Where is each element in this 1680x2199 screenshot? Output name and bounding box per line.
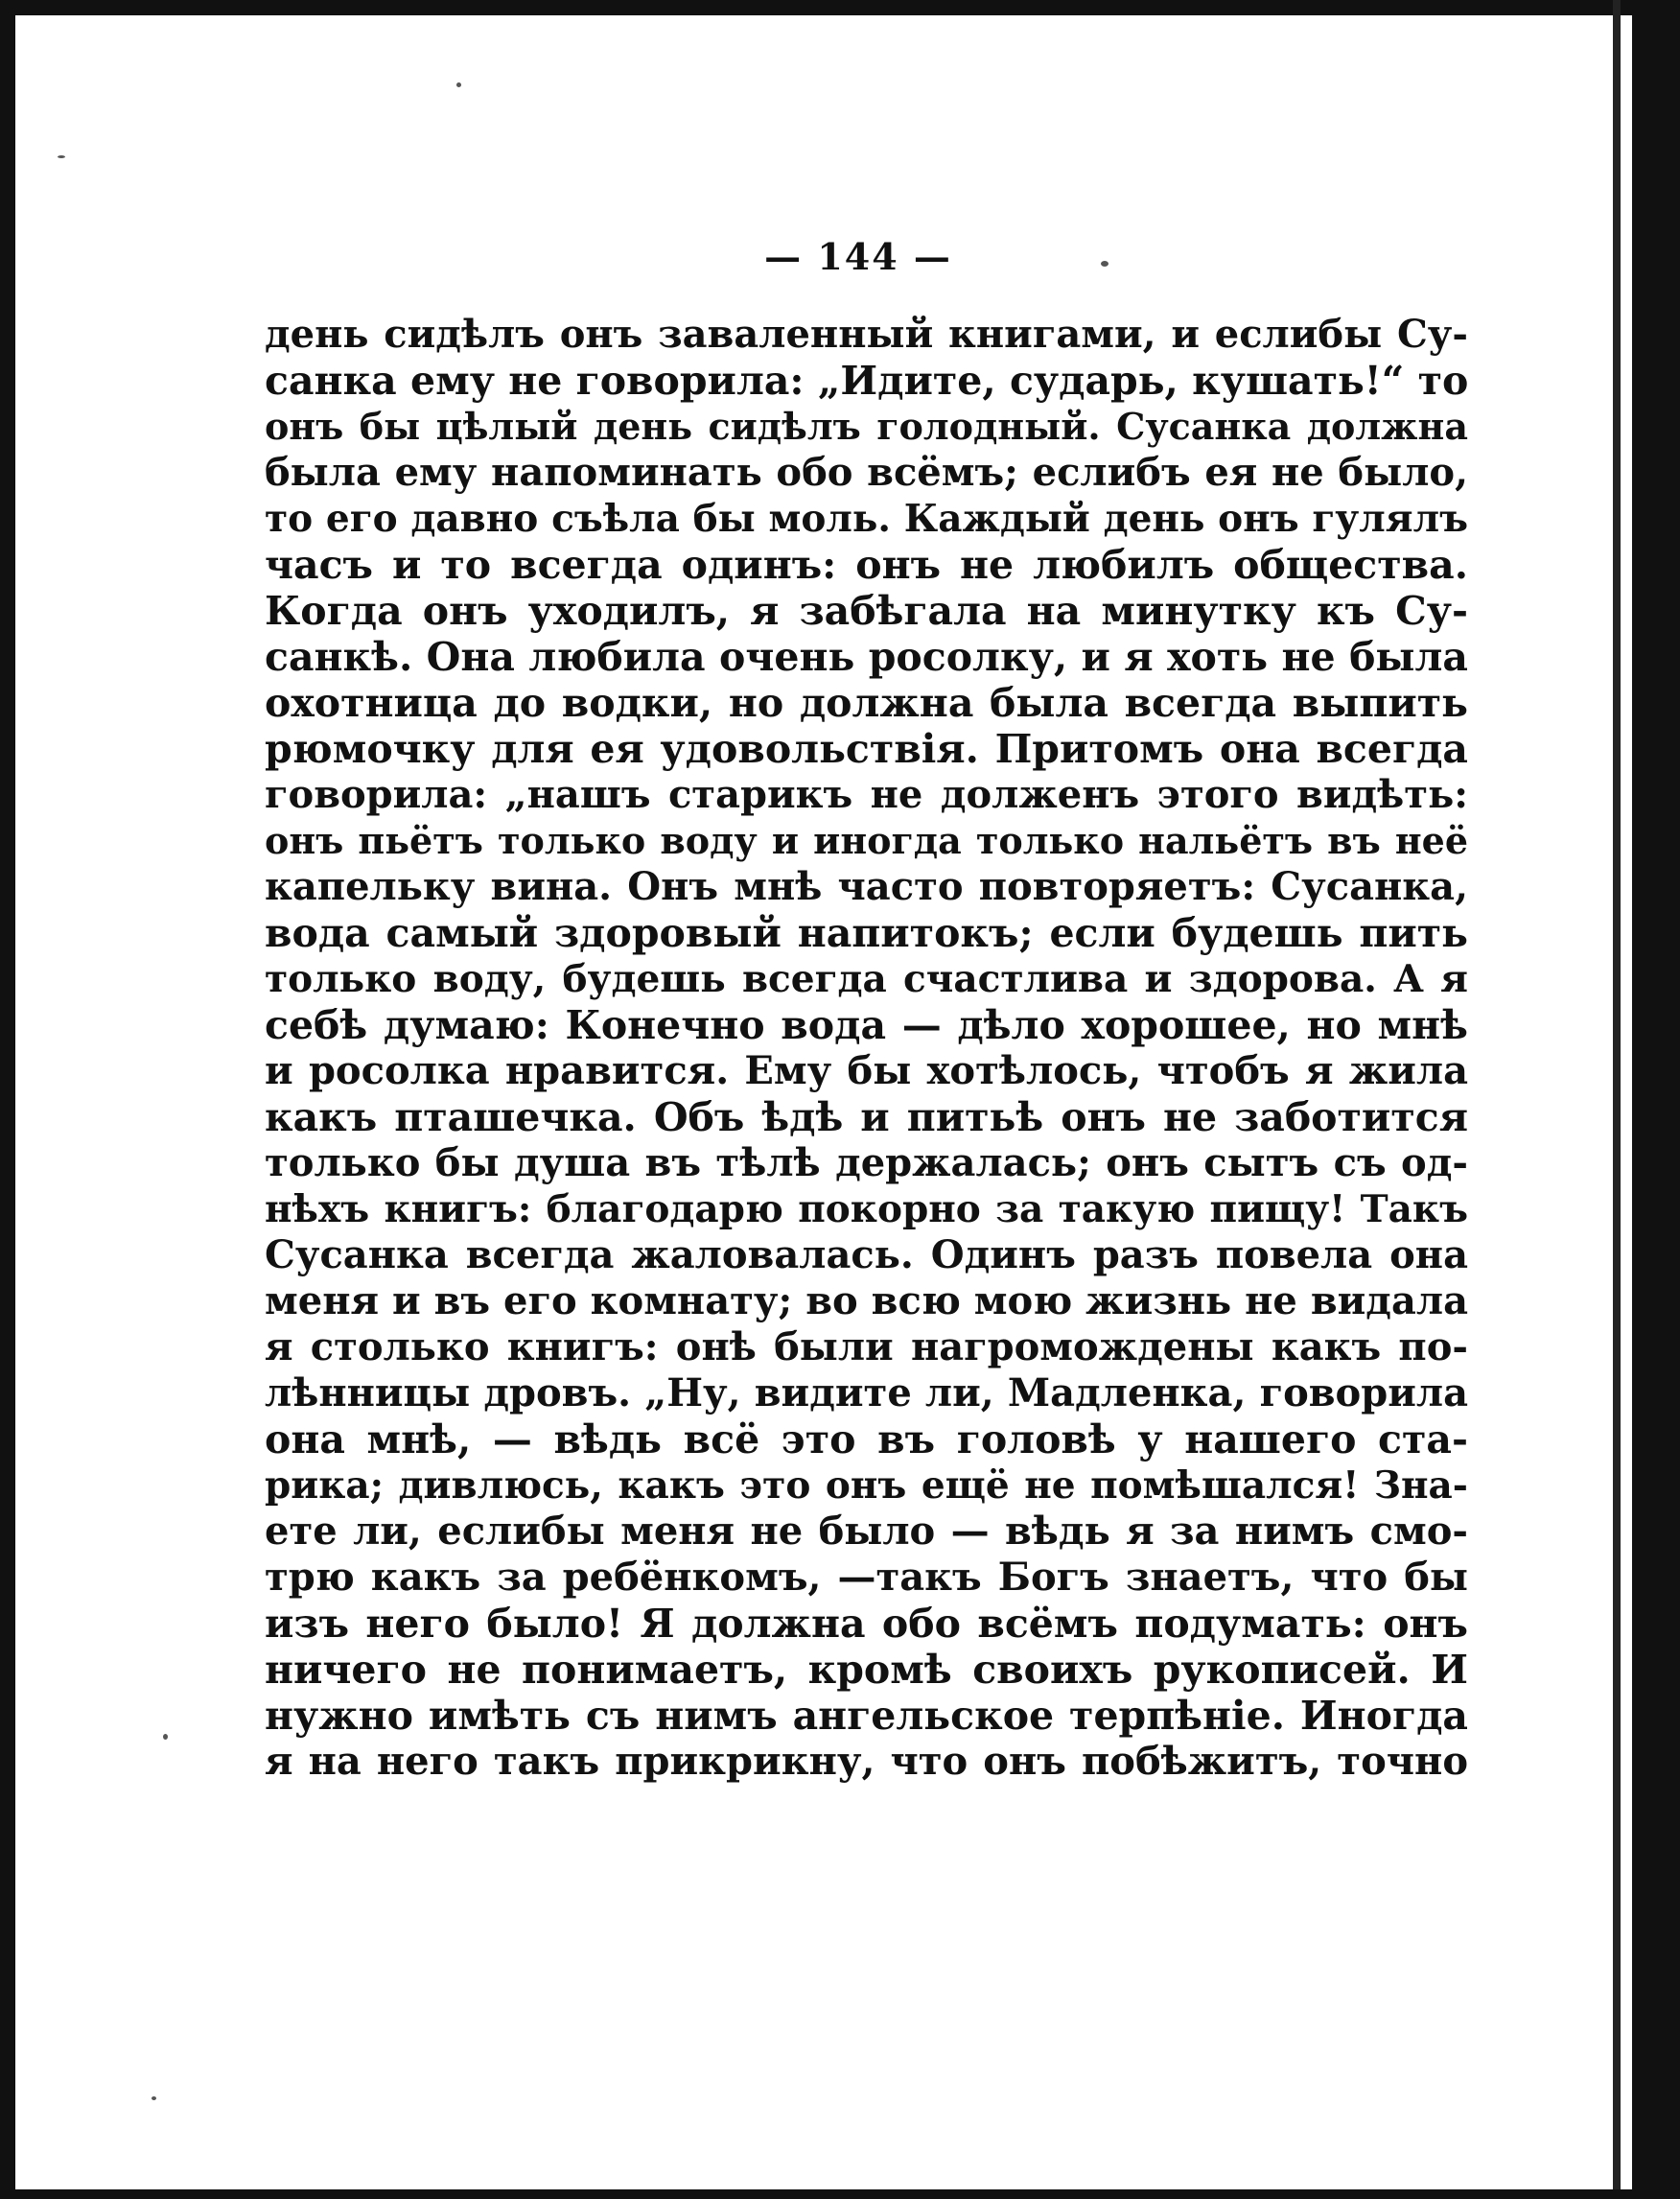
text-line: изъ него было! Я должна обо всёмъ подумать: онъ bbox=[265, 1601, 1468, 1647]
text-line: санка ему не говорила: „Идите, сударь, кушать!“ то bbox=[265, 358, 1469, 404]
text-line: Когда онъ уходилъ, я забѣгала на минутку къ Су- bbox=[265, 588, 1468, 634]
text-line: лѣнницы дровъ. „Ну, видите ли, Мадленка, говорила bbox=[265, 1370, 1468, 1415]
text-line: меня и въ его комнату; во всю мою жизнь не видала bbox=[265, 1278, 1468, 1323]
text-line: я столько книгъ: онѣ были нагромождены какъ по- bbox=[265, 1324, 1468, 1369]
text-line: вода самый здоровый напитокъ; если будешь пить bbox=[265, 910, 1468, 956]
page-text bbox=[265, 312, 1468, 1785]
dust-speck bbox=[163, 1734, 168, 1740]
text-line: себѣ думаю: Конечно вода — дѣло хорошее, но мнѣ bbox=[265, 1002, 1468, 1048]
text-line: трю какъ за ребёнкомъ, —такъ Богъ знаетъ, что бы bbox=[265, 1555, 1468, 1600]
scan-border-bottom bbox=[0, 2189, 1680, 2199]
text-line: ете ли, еслибы меня не было — вѣдь я за нимъ смо- bbox=[265, 1509, 1468, 1554]
text-line: нужно имѣть съ нимъ ангельское терпѣніе. Иногда bbox=[265, 1693, 1468, 1739]
text-line: онъ пьётъ только воду и иногда только нальётъ въ неё bbox=[265, 819, 1468, 862]
text-line: онъ бы цѣлый день сидѣлъ голодный. Сусанка должна bbox=[265, 405, 1468, 448]
text-line: рика; дивлюсь, какъ это онъ ещё не помѣшался! Зна- bbox=[265, 1463, 1468, 1508]
page-number: — 144 — bbox=[764, 235, 952, 278]
text-line: нѣхъ книгъ: благодарю покорно за такую пищу! Такъ bbox=[265, 1187, 1468, 1231]
scan-border-inner bbox=[1613, 0, 1621, 2199]
text-line: капельку вина. Онъ мнѣ часто повторяетъ: Сусанка, bbox=[265, 864, 1468, 909]
scan-border-left bbox=[0, 0, 15, 2199]
dust-speck bbox=[456, 82, 461, 87]
text-line: санкѣ. Она любила очень росолку, и я хоть не была bbox=[265, 634, 1468, 680]
scan-border-right bbox=[1632, 0, 1680, 2199]
text-line: ничего не понимаетъ, кромѣ своихъ рукописей. И bbox=[265, 1647, 1468, 1693]
text-line: говорила: „нашъ старикъ не долженъ этого видѣть: bbox=[265, 772, 1468, 817]
text-line: то его давно съѣла бы моль. Каждый день онъ гулялъ bbox=[265, 497, 1468, 541]
dust-speck bbox=[1101, 261, 1108, 267]
text-line: только воду, будешь всегда счастлива и здорова. А я bbox=[265, 957, 1468, 1001]
text-line: я на него такъ прикрикну, что онъ побѣжитъ, точно bbox=[265, 1739, 1468, 1784]
text-line: рюмочку для ея удовольствія. Притомъ она всегда bbox=[265, 726, 1468, 772]
dust-speck bbox=[58, 155, 65, 158]
text-line: только бы душа въ тѣлѣ держалась; онъ сытъ съ од- bbox=[265, 1140, 1468, 1185]
text-line: была ему напоминать обо всёмъ; еслибъ ея не было, bbox=[265, 450, 1468, 495]
text-line: Сусанка всегда жаловалась. Одинъ разъ повела она bbox=[265, 1232, 1468, 1277]
scan-border-top bbox=[0, 0, 1680, 15]
text-line: день сидѣлъ онъ заваленный книгами, и еслибы Су- bbox=[265, 312, 1468, 357]
text-line: она мнѣ, — вѣдь всё это въ головѣ у нашего ста- bbox=[265, 1416, 1468, 1462]
text-line: охотница до водки, но должна была всегда выпить bbox=[265, 680, 1468, 726]
text-line: часъ и то всегда одинъ: онъ не любилъ общества. bbox=[265, 542, 1468, 588]
dust-speck bbox=[152, 2096, 156, 2100]
text-line: какъ пташечка. Объ ѣдѣ и питьѣ онъ не заботится bbox=[265, 1094, 1468, 1140]
text-line: и росолка нравится. Ему бы хотѣлось, чтобъ я жила bbox=[265, 1048, 1468, 1093]
